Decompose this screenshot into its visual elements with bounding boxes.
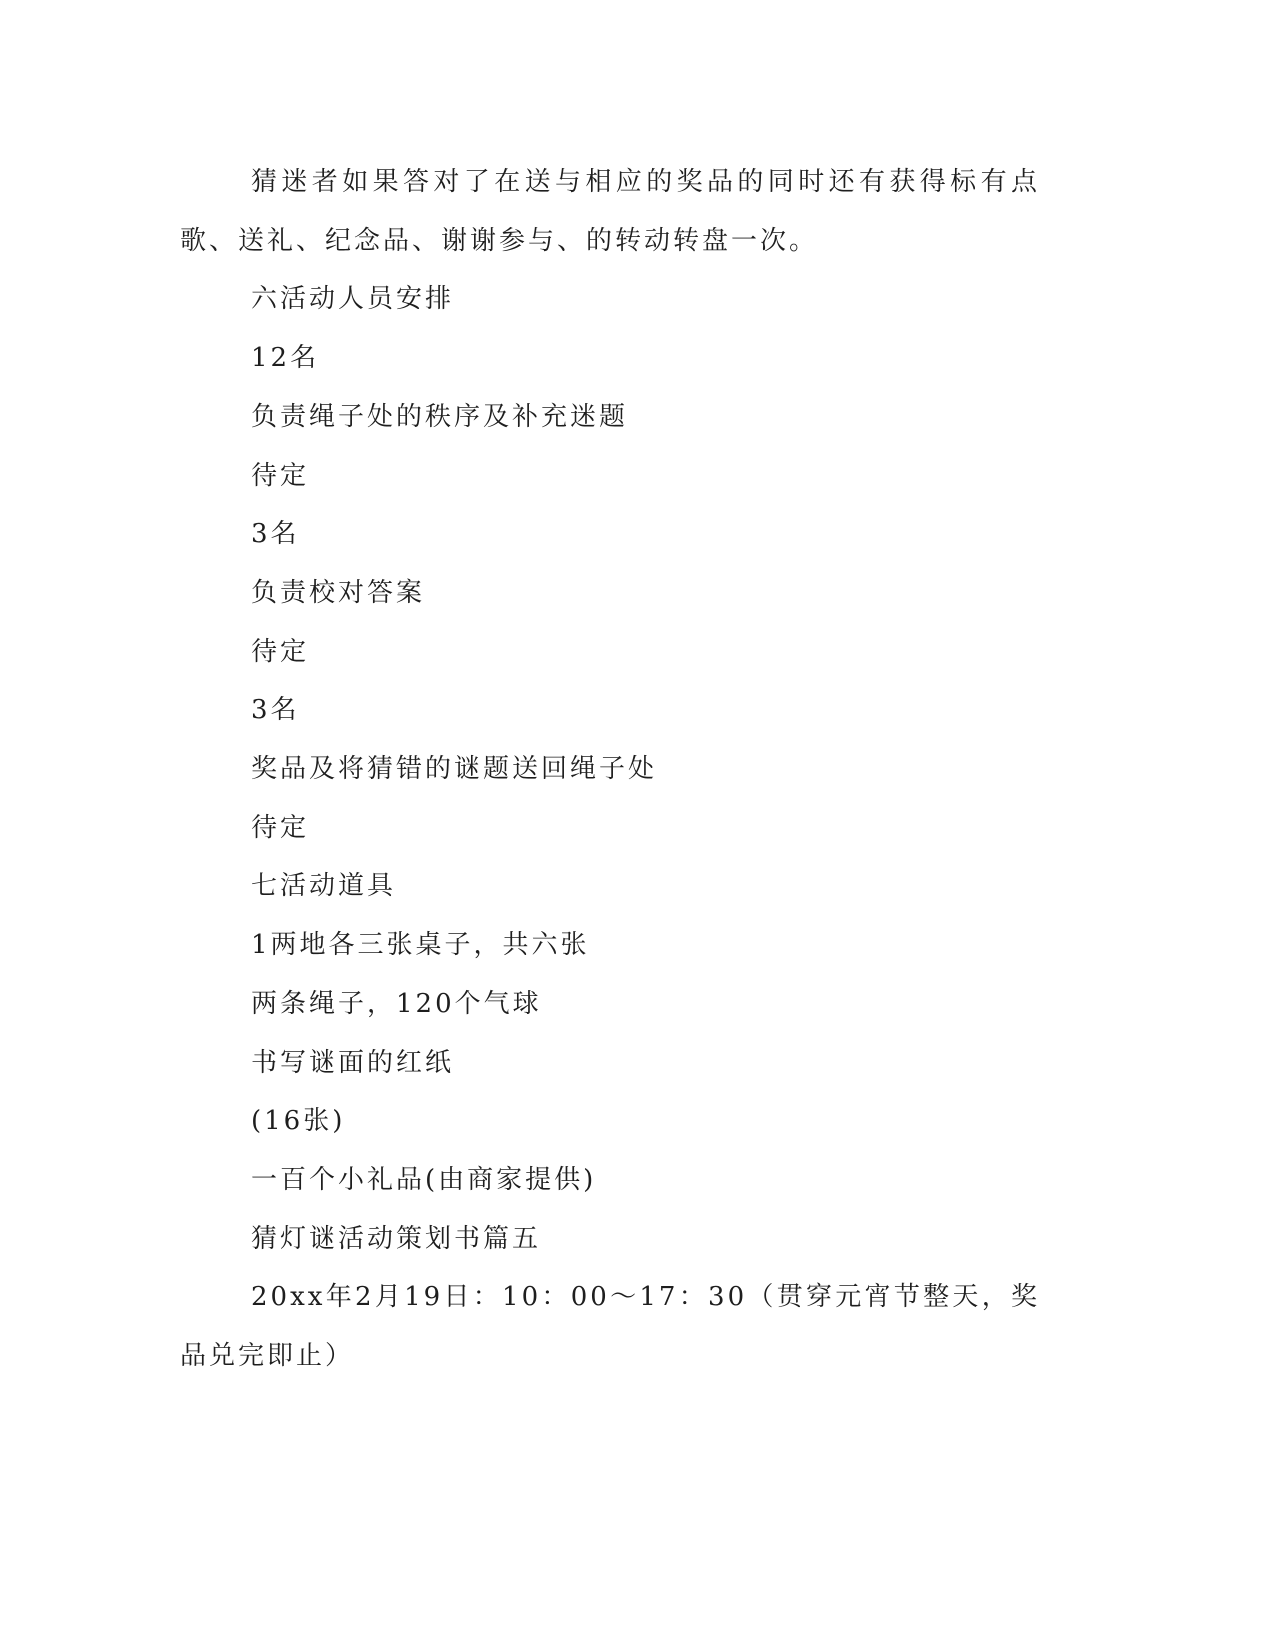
staff-duty-3: 奖品及将猜错的谜题送回绳子处: [251, 754, 658, 785]
staff-name-1: 待定: [251, 460, 310, 491]
staff-duty-2: 负责校对答案: [251, 577, 426, 608]
staff-duty-1: 负责绳子处的秩序及补充迷题: [251, 401, 629, 432]
staff-name-2: 待定: [251, 636, 310, 667]
prop-item-gifts: 一百个小礼品(由商家提供): [251, 1164, 597, 1195]
section-heading-staff: 六活动人员安排: [251, 284, 455, 315]
staff-name-3: 待定: [251, 812, 310, 843]
staff-count-1: 12名: [251, 343, 320, 374]
prop-item-paper-count: (16张): [251, 1106, 346, 1137]
document-body: [180, 153, 1040, 1386]
prop-item-ropes: 两条绳子，120个气球: [251, 988, 542, 1019]
prop-item-red-paper: 书写谜面的红纸: [251, 1047, 455, 1078]
paragraph-riddle-reward: 猜迷者如果答对了在送与相应的奖品的同时还有获得标有点歌、送礼、纪念品、谢谢参与、的转动转盘一次。: [180, 167, 1040, 256]
prop-item-tables: 1两地各三张桌子，共六张: [251, 930, 590, 961]
section-heading-props: 七活动道具: [251, 871, 397, 902]
staff-count-2: 3名: [251, 519, 300, 550]
section-heading-part-five: 猜灯谜活动策划书篇五: [251, 1223, 542, 1254]
paragraph-event-time: 20xx年2月19日：10：00～17：30（贯穿元宵节整天，奖品兑完即止）: [180, 1282, 1040, 1372]
staff-count-3: 3名: [251, 695, 300, 726]
